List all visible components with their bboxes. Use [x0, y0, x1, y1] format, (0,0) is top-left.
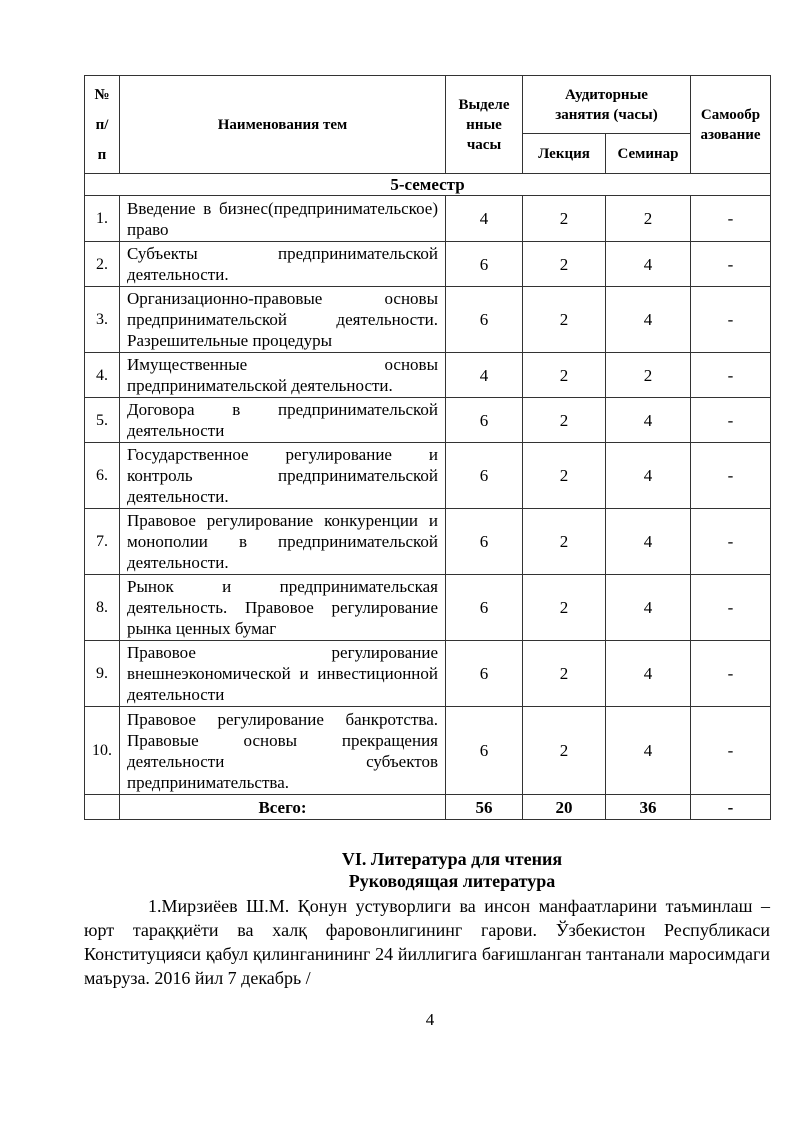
- total-allocated: 56: [446, 795, 523, 820]
- total-lecture: 20: [523, 795, 606, 820]
- header-number: [85, 76, 120, 174]
- row-topic: Субъекты предпринимательской деятельности.: [120, 242, 446, 287]
- row-seminar: 4: [606, 707, 691, 795]
- header-auditorium-line1: Аудиторные: [565, 86, 648, 103]
- total-self: -: [691, 795, 771, 820]
- row-topic: Государственное регулирование и контроль предпринимательской деятельности.: [120, 443, 446, 509]
- row-topic: Рынок и предпринимательская деятельность. Правовое регулирование рынка ценных бумаг: [120, 575, 446, 641]
- literature-section-title: VI. Литература для чтения: [341, 849, 563, 869]
- row-allocated: 6: [446, 398, 523, 443]
- row-seminar: 4: [606, 509, 691, 575]
- table-row: [85, 287, 771, 353]
- header-auditorium: [523, 76, 691, 134]
- table-row: [85, 196, 771, 242]
- header-auditorium-line2: занятия (часы): [555, 106, 658, 123]
- total-label: Всего:: [120, 795, 446, 820]
- header-number-line3: п: [97, 146, 107, 163]
- row-self: -: [691, 287, 771, 353]
- header-allocated-line1: Выделе: [458, 96, 510, 113]
- row-allocated: 4: [446, 196, 523, 242]
- row-self: -: [691, 443, 771, 509]
- row-seminar: 4: [606, 575, 691, 641]
- row-lecture: 2: [523, 242, 606, 287]
- row-self: -: [691, 242, 771, 287]
- row-seminar: 4: [606, 398, 691, 443]
- table-row: [85, 575, 771, 641]
- table-row: [85, 707, 771, 795]
- semester-row: [85, 174, 771, 196]
- literature-subsection-title: Руководящая литература: [348, 871, 556, 891]
- table-row: [85, 641, 771, 707]
- header-lecture: Лекция: [523, 134, 606, 174]
- row-self: -: [691, 509, 771, 575]
- row-number: 5.: [85, 398, 120, 443]
- row-topic: Правовое регулирование внешнеэкономической и инвестиционной деятельности: [120, 641, 446, 707]
- row-seminar: 4: [606, 443, 691, 509]
- row-lecture: 2: [523, 575, 606, 641]
- row-self: -: [691, 353, 771, 398]
- table-row: [85, 242, 771, 287]
- course-plan-table: [84, 75, 771, 820]
- total-row: [85, 795, 771, 820]
- total-number-empty: [85, 795, 120, 820]
- page-number: 4: [425, 1010, 435, 1029]
- table-row: [85, 398, 771, 443]
- row-number: 8.: [85, 575, 120, 641]
- row-allocated: 4: [446, 353, 523, 398]
- row-lecture: 2: [523, 707, 606, 795]
- semester-label: 5-семестр: [85, 174, 771, 196]
- row-seminar: 2: [606, 196, 691, 242]
- row-seminar: 4: [606, 242, 691, 287]
- header-number-line1: №: [94, 86, 110, 103]
- row-allocated: 6: [446, 287, 523, 353]
- row-number: 3.: [85, 287, 120, 353]
- row-self: -: [691, 575, 771, 641]
- row-allocated: 6: [446, 641, 523, 707]
- header-allocated-line3: часы: [466, 136, 502, 153]
- row-lecture: 2: [523, 443, 606, 509]
- row-allocated: 6: [446, 707, 523, 795]
- row-lecture: 2: [523, 509, 606, 575]
- header-topic: Наименования тем: [120, 76, 446, 174]
- row-allocated: 6: [446, 509, 523, 575]
- table-row: [85, 509, 771, 575]
- header-allocated-line2: нные: [466, 116, 502, 133]
- row-topic: Договора в предпринимательской деятельности: [120, 398, 446, 443]
- row-allocated: 6: [446, 242, 523, 287]
- header-self-line2: азование: [700, 126, 761, 143]
- header-allocated-hours: [446, 76, 523, 174]
- row-number: 4.: [85, 353, 120, 398]
- row-topic: Организационно-правовые основы предпринимательской деятельности. Разрешительные процедуры: [120, 287, 446, 353]
- table-row: [85, 443, 771, 509]
- row-lecture: 2: [523, 398, 606, 443]
- row-self: -: [691, 398, 771, 443]
- row-topic: Имущественные основы предпринимательской деятельности.: [120, 353, 446, 398]
- row-lecture: 2: [523, 196, 606, 242]
- row-seminar: 4: [606, 641, 691, 707]
- table-row: [85, 353, 771, 398]
- row-self: -: [691, 196, 771, 242]
- row-number: 2.: [85, 242, 120, 287]
- row-number: 7.: [85, 509, 120, 575]
- total-seminar: 36: [606, 795, 691, 820]
- row-topic: Правовое регулирование конкуренции и монополии в предпринимательской деятельности.: [120, 509, 446, 575]
- row-number: 6.: [85, 443, 120, 509]
- header-seminar: Семинар: [606, 134, 691, 174]
- row-allocated: 6: [446, 443, 523, 509]
- row-lecture: 2: [523, 353, 606, 398]
- row-lecture: 2: [523, 287, 606, 353]
- row-lecture: 2: [523, 641, 606, 707]
- header-self-line1: Самообр: [700, 106, 761, 123]
- row-number: 10.: [85, 707, 120, 795]
- row-number: 9.: [85, 641, 120, 707]
- header-self-study: [691, 76, 771, 174]
- row-self: -: [691, 707, 771, 795]
- row-number: 1.: [85, 196, 120, 242]
- row-self: -: [691, 641, 771, 707]
- row-topic: Введение в бизнес(предпринимательское) право: [120, 196, 446, 242]
- header-number-line2: п/: [95, 116, 109, 133]
- row-topic: Правовое регулирование банкротства. Правовые основы прекращения деятельности субъектов предпринимательства.: [120, 707, 446, 795]
- row-seminar: 4: [606, 287, 691, 353]
- row-seminar: 2: [606, 353, 691, 398]
- row-allocated: 6: [446, 575, 523, 641]
- literature-item-1: 1.Мирзиёев Ш.М. Қонун устуворлиги ва инсон манфаатларини таъминлаш – юрт тараққиёти ва халқ фаровонлигининг гарови. Ўзбекистон Республикаси Конституцияси қабул қилинганининг 24 йиллигига бағишланган тантанали маросимдаги маъруза. 2016 йил 7 декабрь /: [84, 896, 770, 988]
